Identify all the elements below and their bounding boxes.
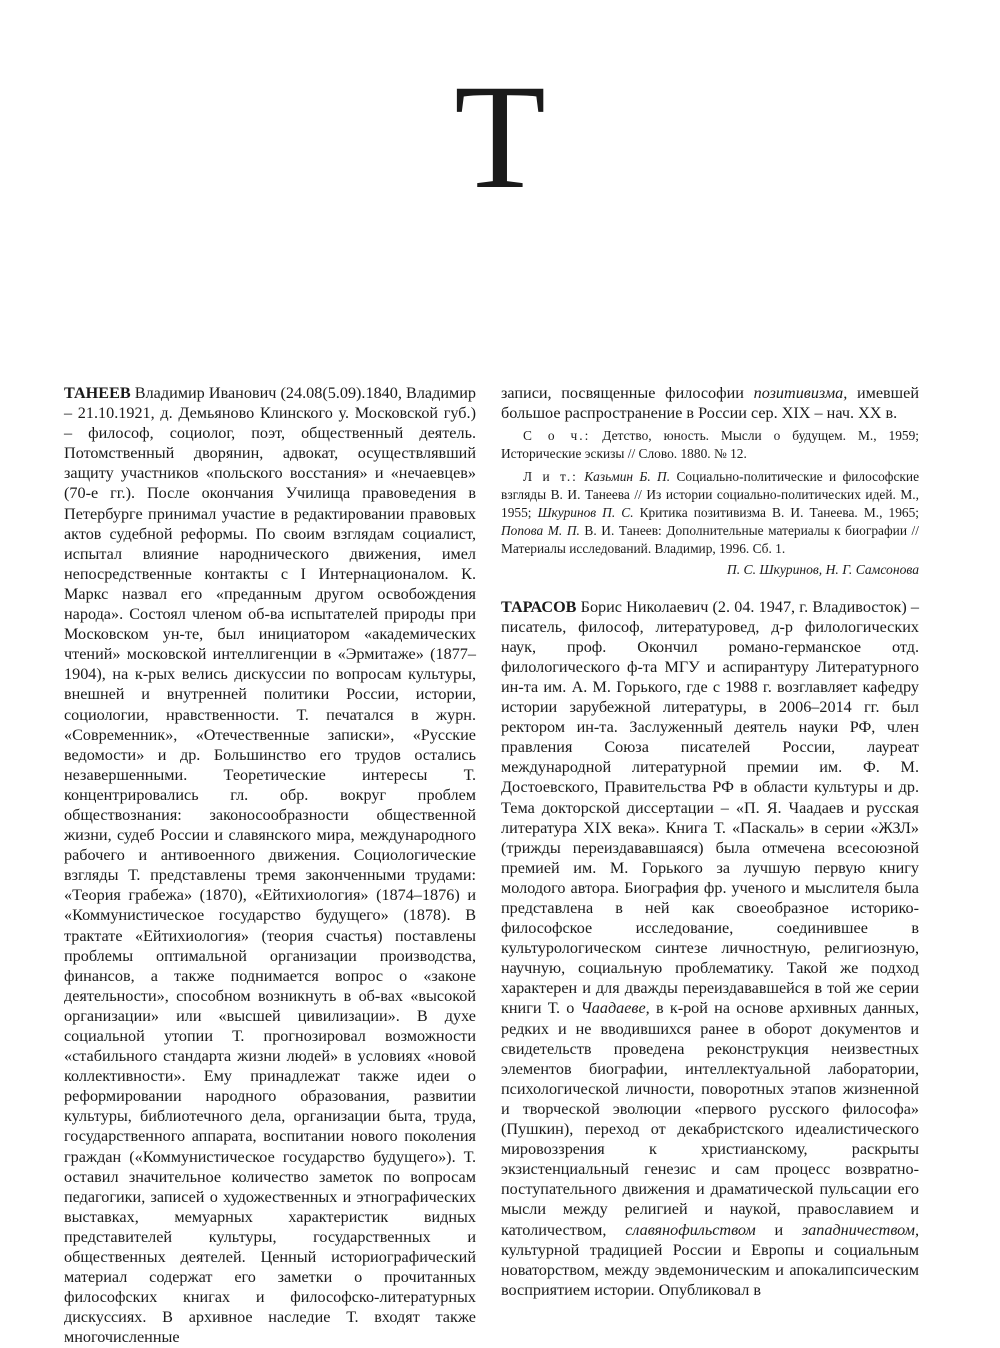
italic-term: славянофильством xyxy=(625,1220,756,1239)
entry-body-tarasov: и xyxy=(755,1220,802,1239)
continuation-italic-term: позитивизма, xyxy=(753,384,848,402)
works-label: С о ч.: xyxy=(523,428,591,444)
entry-body-tarasov: в к-рой на основе архивных данных, редких и не вводившихся ранее в оборот документов и свидетельств проведена реконструкция неизвестных элементов биографии, интеллектуальной лаборатории, психологической личности, поворотных этапов жизненной и творческой эволюции «первого русского философа» (Пушкин), переход от декабристского идеалистического мировоззрения к христианскому, раскрыты экзистенциальный генезис и сам процесс возвратно-поступательного движения и драматической пульсации его мысли между религией и наукой, православием и католичеством, xyxy=(501,999,919,1239)
lit-text: Социально-политические и философские взгляды В. И. Танеева // Из истории социально-политических идей. М., 1955; xyxy=(501,468,920,520)
entry-heading-taneev: ТАНЕЕВ xyxy=(64,384,131,402)
literature-label: Л и т.: xyxy=(523,468,578,484)
literature-reference xyxy=(501,468,919,559)
lit-author: Шкуринов П. С. xyxy=(537,505,634,520)
entry-separator xyxy=(501,579,919,597)
right-column xyxy=(501,383,919,1300)
italic-term: Чаадаеве, xyxy=(580,999,650,1018)
lit-text: Критика позитивизма В. И. Танеева. М., 1965; xyxy=(633,505,919,520)
italic-term: западничеством, xyxy=(801,1220,919,1239)
continuation-text: записи, посвященные философии xyxy=(501,384,754,402)
works-text: Детство, юность. Мысли о будущем. М., 1959; Исторические эскизы // Слово. 1880. № 12. xyxy=(501,428,920,462)
entry-heading-tarasov: ТАРАСОВ xyxy=(501,597,577,616)
continuation-text-end: имевшей большое распространение в России сер. XIX – нач. XX в. xyxy=(501,384,919,423)
entry-tarasov xyxy=(501,597,919,1300)
entry-body-taneev: Владимир Иванович (24.08(5.09).1840, Владимир – 21.10.1921, д. Демьяново Клинского у. Московской губ.) – философ, социолог, поэт, общественный деятель. Потомственный дворянин, адвокат, осуществлявший защиту участников «польского восстания» и «нечаевцев» (70-е гг.). После окончания Училища правоведения в Петербурге принимал участие в редактировании правовых актов судебной реформы. По своим взглядам социалист, испытал влияние народнического движения, имел непосредственные контакты с I Интернационалом. К. Маркс назвал его «преданным другом освобождения народа». Состоял членом об-ва испытателей природы при Московском ун-те, был инициатором «академических чтений» московской интеллигенции в «Эрмитаже» (1877–1904), на к-рых велись дискуссии по вопросам культуры, внешней и внутренней политики России, истории, социологии, нравственности. Т. печатался в журн. «Современник», «Отечественные записки», «Русские ведомости» и др. Большинство его трудов остались незавершенными. Теоретические интересы Т. концентрировались гл. обр. вокруг проблем обществознания: законосообразности общественной жизни, судеб России и славянского мира, международного рабочего и антивоенного движения. Социологические взгляды Т. представлены тремя законченными трудами: «Теория грабежа» (1870), «Ейтихиология» (1874–1876) и «Коммунистическое государство будущего» (1878). В трактате «Ейтихиология» (теория счастья) поставлены проблемы оптимальной организации производства, финансов, а также поднимается вопрос о «законе деятельности», способном возникнуть в об-вах «высокой организации» или «высшей цивилизации». В духе социальной утопии Т. прогнозировал возможности «стабильного стандарта жизни людей» в условиях «новой коллективности». Ему принадлежат также идеи о реформировании народного образования, развитии культуры, библиотечного дела, организации быта, труда, государственного аппарата, воспитании нового поколения граждан («Коммунистическое государство будущего»). Т. оставил значительное количество заметок по вопросам педагогики, записей о художественных и этнографических выставках, мемуарных характеристик видных представителей культуры, государственных и общественных деятелей. Ценный историографический материал содержат его заметки о прочитанных философских книгах и философско-литературных дискуссиях. В архивное наследие Т. входят также многочисленные xyxy=(64,384,476,1347)
section-letter: Т xyxy=(454,54,546,220)
lit-text: В. И. Танеев: Дополнительные материалы к биографии // Материалы исследований. Владимир, 1996. Сб. 1. xyxy=(501,523,920,557)
left-column xyxy=(64,383,476,1348)
lit-author: Попова М. П. xyxy=(501,523,580,539)
works-reference xyxy=(501,427,919,463)
article-authors: П. С. Шкуринов, Н. Г. Самсонова xyxy=(726,561,919,577)
lit-author: Казьмин Б. П. xyxy=(584,468,671,484)
entry-body-tarasov: культурной традицией России и Европы и социальным новаторством, между эвдемоническим и апокалипсическим восприятием истории. Опубликовал в xyxy=(501,1240,919,1299)
entry-continuation xyxy=(501,383,919,423)
entry-body-tarasov: Борис Николаевич (2. 04. 1947, г. Владивосток) – писатель, философ, литературовед, д-р филологических наук, проф. Окончил романо-германское отд. филологического ф-та МГУ и аспирантуру Литературного ин-та им. А. М. Горького, где с 1988 г. возглавляет кафедру истории зарубежной литературы, в 2006–2014 гг. был ректором ин-та. Заслуженный деятель науки РФ, член правления Союза писателей России, лауреат международной литературной премии им. Ф. М. Достоевского, Правительства РФ в области культуры и др. Тема докторской диссертации – «П. Я. Чаадаев и русская литература XIX века». Книга Т. «Паскаль» в серии «ЖЗЛ» (трижды переиздававшаяся) была отмечена всесоюзной премией им. М. Горького за лучшую первую книгу молодого автора. Биография фр. ученого и мыслителя была представлена в ней как своеобразное историко-философское исследование, соединившее в культурологическом синтезе личностную, религиозную, научную, социальную проблематику. Такой же подход характерен и для дважды переиздававшейся в той же серии книги Т. о xyxy=(501,597,919,1018)
entry-taneev xyxy=(64,383,476,1348)
